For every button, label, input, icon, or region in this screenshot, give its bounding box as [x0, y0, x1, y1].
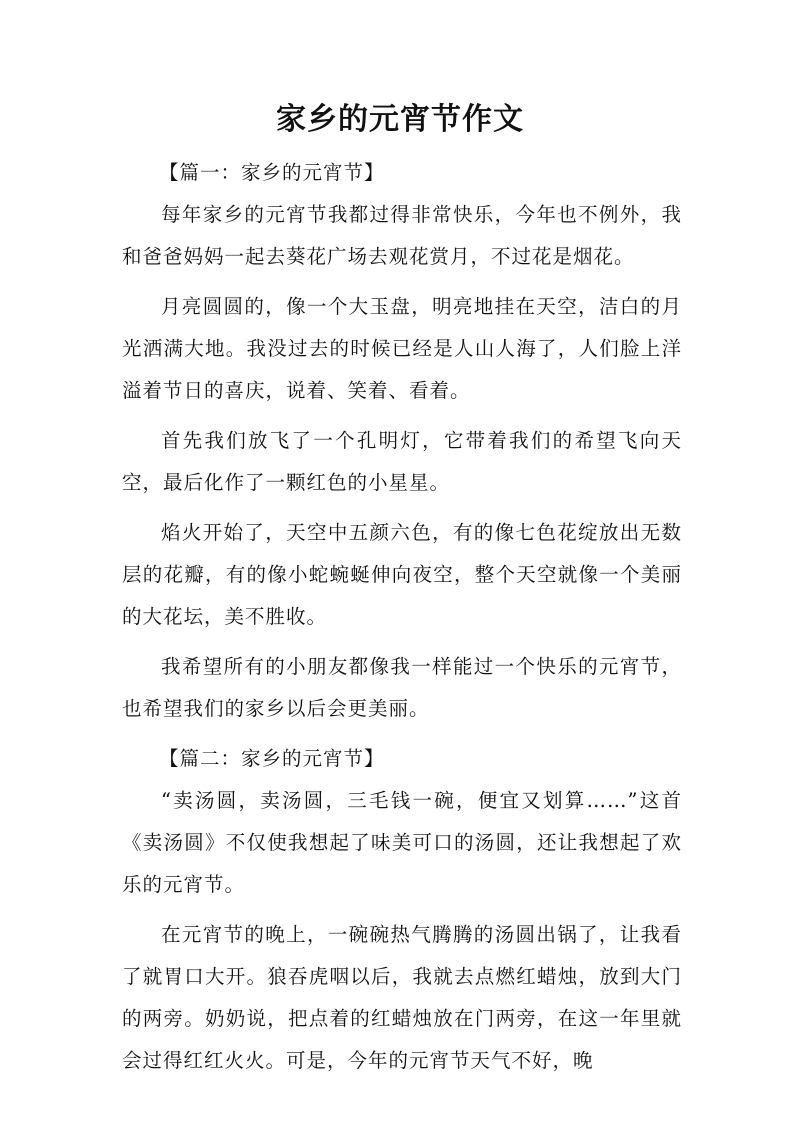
paragraph: 焰火开始了，天空中五颜六色，有的像七色花绽放出无数层的花瓣，有的像小蛇蜿蜒伸向夜空，整个天空就像一个美丽的大花坛，美不胜收。: [122, 521, 682, 628]
paragraph: 月亮圆圆的，像一个大玉盘，明亮地挂在天空，洁白的月光洒满大地。我没过去的时候已经是人山人海了，人们脸上洋溢着节日的喜庆，说着、笑着、看着。: [122, 295, 682, 402]
document-title: 家乡的元宵节作文: [276, 102, 524, 137]
document-body: [122, 152, 682, 1082]
paragraph: 每年家乡的元宵节我都过得非常快乐，今年也不例外，我和爸爸妈妈一起去葵花广场去观花赏月，不过花是烟花。: [122, 203, 682, 268]
section-heading-2: 【篇二：家乡的元宵节】: [159, 747, 385, 770]
paragraph: “卖汤圆，卖汤圆，三毛钱一碗，便宜又划算……”这首《卖汤圆》不仅使我想起了味美可口的汤圆，还让我想起了欢乐的元宵节。: [122, 789, 682, 896]
paragraph: 在元宵节的晚上，一碗碗热气腾腾的汤圆出锅了，让我看了就胃口大开。狼吞虎咽以后，我就去点燃红蜡烛，放到大门的两旁。奶奶说，把点着的红蜡烛放在门两旁，在这一年里就会过得红红火火。可是，今年的元宵节天气不好，晚: [122, 923, 682, 1072]
paragraph: 首先我们放飞了一个孔明灯，它带着我们的希望飞向天空，最后化作了一颗红色的小星星。: [122, 429, 682, 494]
paragraph: 我希望所有的小朋友都像我一样能过一个快乐的元宵节，也希望我们的家乡以后会更美丽。: [122, 655, 682, 720]
section-heading-1: 【篇一：家乡的元宵节】: [159, 161, 385, 184]
